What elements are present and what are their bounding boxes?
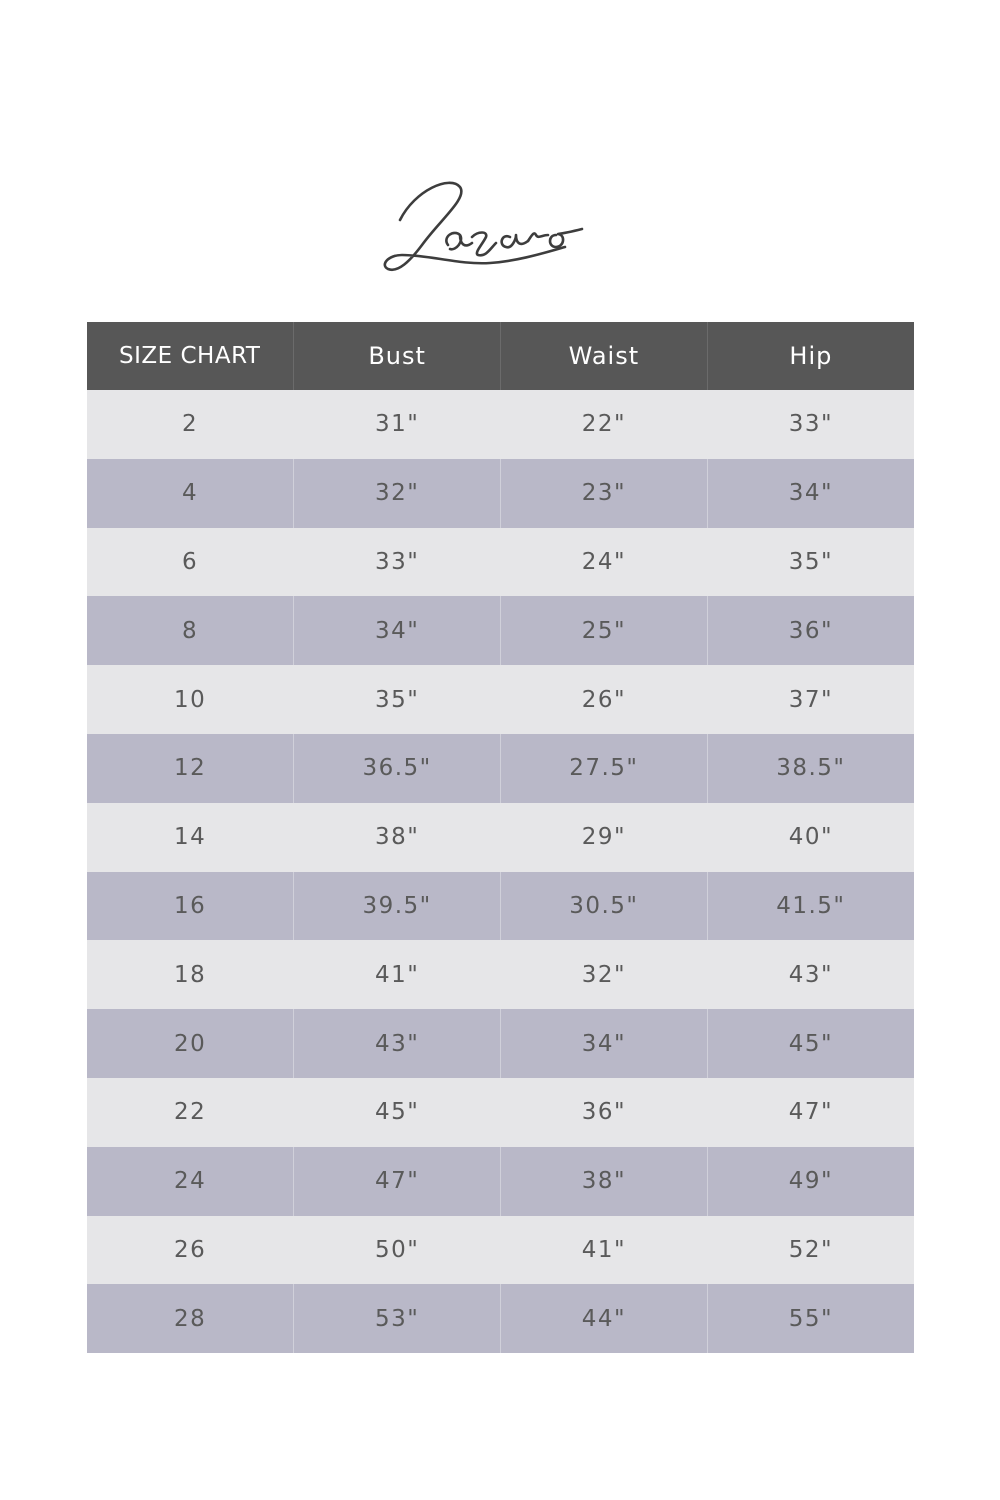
bust-cell: 38" — [294, 803, 501, 872]
table-row — [87, 1284, 914, 1353]
table-row — [87, 596, 914, 665]
hip-cell: 38.5" — [707, 734, 914, 803]
table-row — [87, 1078, 914, 1147]
lazaro-script-logo — [360, 165, 640, 285]
brand-logo — [360, 165, 640, 285]
hip-cell: 37" — [707, 665, 914, 734]
table-row — [87, 1147, 914, 1216]
table-row — [87, 734, 914, 803]
size-cell: 28 — [87, 1284, 294, 1353]
waist-cell: 44" — [501, 1284, 708, 1353]
bust-cell: 39.5" — [294, 872, 501, 941]
waist-cell: 29" — [501, 803, 708, 872]
table-row — [87, 390, 914, 459]
header-hip: Hip — [707, 322, 914, 390]
waist-cell: 36" — [501, 1078, 708, 1147]
table-row — [87, 1216, 914, 1285]
table-row — [87, 940, 914, 1009]
size-cell: 16 — [87, 872, 294, 941]
bust-cell: 53" — [294, 1284, 501, 1353]
waist-cell: 25" — [501, 596, 708, 665]
bust-cell: 33" — [294, 528, 501, 597]
bust-cell: 41" — [294, 940, 501, 1009]
bust-cell: 47" — [294, 1147, 501, 1216]
hip-cell: 35" — [707, 528, 914, 597]
table-header-row — [87, 322, 914, 390]
hip-cell: 49" — [707, 1147, 914, 1216]
size-cell: 10 — [87, 665, 294, 734]
waist-cell: 23" — [501, 459, 708, 528]
bust-cell: 36.5" — [294, 734, 501, 803]
hip-cell: 45" — [707, 1009, 914, 1078]
header-size-chart: SIZE CHART — [87, 322, 294, 390]
hip-cell: 55" — [707, 1284, 914, 1353]
size-cell: 14 — [87, 803, 294, 872]
waist-cell: 30.5" — [501, 872, 708, 941]
waist-cell: 22" — [501, 390, 708, 459]
table-row — [87, 665, 914, 734]
table-row — [87, 872, 914, 941]
size-cell: 24 — [87, 1147, 294, 1216]
bust-cell: 43" — [294, 1009, 501, 1078]
bust-cell: 32" — [294, 459, 501, 528]
hip-cell: 36" — [707, 596, 914, 665]
hip-cell: 34" — [707, 459, 914, 528]
hip-cell: 43" — [707, 940, 914, 1009]
waist-cell: 24" — [501, 528, 708, 597]
header-waist: Waist — [501, 322, 708, 390]
hip-cell: 40" — [707, 803, 914, 872]
header-bust: Bust — [294, 322, 501, 390]
waist-cell: 27.5" — [501, 734, 708, 803]
bust-cell: 31" — [294, 390, 501, 459]
hip-cell: 52" — [707, 1216, 914, 1285]
size-cell: 4 — [87, 459, 294, 528]
waist-cell: 41" — [501, 1216, 708, 1285]
bust-cell: 50" — [294, 1216, 501, 1285]
size-cell: 26 — [87, 1216, 294, 1285]
bust-cell: 35" — [294, 665, 501, 734]
hip-cell: 33" — [707, 390, 914, 459]
size-cell: 6 — [87, 528, 294, 597]
bust-cell: 45" — [294, 1078, 501, 1147]
size-cell: 12 — [87, 734, 294, 803]
waist-cell: 38" — [501, 1147, 708, 1216]
hip-cell: 41.5" — [707, 872, 914, 941]
table-row — [87, 528, 914, 597]
table-row — [87, 1009, 914, 1078]
waist-cell: 32" — [501, 940, 708, 1009]
size-cell: 18 — [87, 940, 294, 1009]
size-cell: 22 — [87, 1078, 294, 1147]
hip-cell: 47" — [707, 1078, 914, 1147]
table-row — [87, 803, 914, 872]
bust-cell: 34" — [294, 596, 501, 665]
size-cell: 2 — [87, 390, 294, 459]
table-row — [87, 459, 914, 528]
size-cell: 8 — [87, 596, 294, 665]
waist-cell: 34" — [501, 1009, 708, 1078]
waist-cell: 26" — [501, 665, 708, 734]
size-cell: 20 — [87, 1009, 294, 1078]
size-chart-table — [87, 322, 914, 1353]
